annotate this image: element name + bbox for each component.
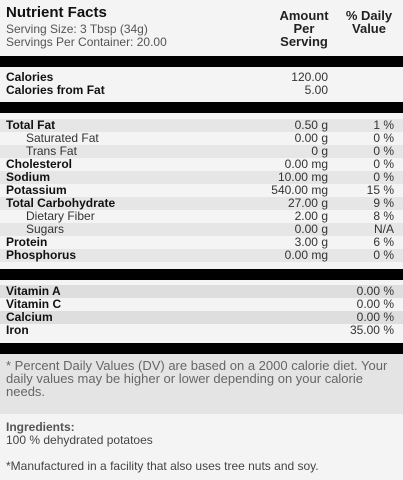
vitamin-dv: 35.00 %	[349, 323, 394, 337]
dv-column-header	[338, 9, 400, 35]
nutrient-dv: 8 %	[373, 209, 394, 223]
nutrient-amount: 0.50 g	[294, 118, 328, 132]
vitamin-row	[0, 324, 403, 337]
nutrient-amount: 0.00 mg	[284, 248, 328, 262]
nutrient-amount: 0 g	[311, 144, 328, 158]
nutrient-amount: 120.00	[291, 70, 328, 84]
dv-header-line: % Daily	[345, 8, 393, 23]
nutrient-dv: 15 %	[366, 183, 394, 197]
nutrient-name: Dietary Fiber	[26, 209, 95, 223]
nutrient-name: Calories from Fat	[6, 83, 105, 97]
nutrient-name: Protein	[6, 235, 48, 249]
label-header	[0, 0, 403, 56]
nutrient-name: Cholesterol	[6, 157, 73, 171]
vitamin-dv: 0.00 %	[356, 310, 394, 324]
nutrient-dv: 1 %	[373, 118, 394, 132]
amount-header-line: Amount	[279, 8, 329, 23]
amount-header-line: Per	[293, 21, 315, 36]
vitamin-name: Vitamin C	[6, 297, 62, 311]
nutrient-dv: N/A	[373, 222, 394, 236]
divider-bar	[0, 269, 403, 280]
dv-footnote: * Percent Daily Values (DV) are based on a 2000 calorie diet. Your daily values may be higher or lower depending on your calorie needs.	[6, 358, 388, 399]
nutrient-amount: 0.00 g	[294, 222, 328, 236]
vitamin-dv: 0.00 %	[356, 297, 394, 311]
nutrient-amount: 0.00 g	[294, 131, 328, 145]
amount-column-header	[274, 9, 334, 48]
vitamin-dv: 0.00 %	[356, 284, 394, 298]
nutrient-row	[0, 249, 403, 262]
vitamin-row	[0, 298, 403, 311]
nutrient-row	[0, 158, 403, 171]
nutrient-name: Calories	[6, 70, 54, 84]
nutrient-amount: 540.00 mg	[271, 183, 328, 197]
ingredients-text: 100 % dehydrated potatoes	[6, 433, 153, 447]
nutrient-row	[0, 223, 403, 236]
servings-per-container: Servings Per Container: 20.00	[6, 35, 167, 49]
nutrient-amount: 0.00 mg	[284, 157, 328, 171]
vitamin-name: Iron	[6, 323, 29, 337]
nutrient-name: Potassium	[6, 183, 67, 197]
nutrient-dv: 0 %	[373, 144, 394, 158]
vitamin-row	[0, 311, 403, 324]
nutrient-name: Trans Fat	[26, 144, 77, 158]
manufacturing-note: *Manufactured in a facility that also uses tree nuts and soy.	[6, 459, 319, 473]
nutrient-dv: 9 %	[373, 196, 394, 210]
nutrient-dv: 0 %	[373, 248, 394, 262]
label-title: Nutrient Facts	[6, 4, 107, 21]
nutrient-amount: 3.00 g	[294, 235, 328, 249]
divider-bar	[0, 343, 403, 354]
calories-from-fat-row	[0, 84, 403, 97]
serving-size: Serving Size: 3 Tbsp (34g)	[6, 22, 148, 36]
nutrient-amount: 27.00 g	[287, 196, 328, 210]
nutrient-dv: 0 %	[373, 170, 394, 184]
nutrient-dv: 0 %	[373, 157, 394, 171]
nutrient-name: Sugars	[26, 222, 65, 236]
nutrient-amount: 5.00	[304, 83, 328, 97]
divider-bar	[0, 102, 403, 113]
vitamin-name: Calcium	[6, 310, 53, 324]
dv-header-line: Value	[352, 21, 386, 36]
nutrient-dv: 0 %	[373, 131, 394, 145]
nutrient-amount: 2.00 g	[294, 209, 328, 223]
nutrient-name: Saturated Fat	[26, 131, 99, 145]
nutrient-name: Total Fat	[6, 118, 56, 132]
nutrient-name: Sodium	[6, 170, 50, 184]
amount-header-line: Serving	[280, 34, 328, 49]
ingredients-label: Ingredients:	[6, 420, 75, 434]
nutrient-dv: 6 %	[373, 235, 394, 249]
vitamin-name: Vitamin A	[6, 284, 61, 298]
nutrient-amount: 10.00 mg	[277, 170, 328, 184]
nutrient-name: Phosphorus	[6, 248, 77, 262]
nutrient-name: Total Carbohydrate	[6, 196, 116, 210]
divider-bar	[0, 56, 403, 67]
